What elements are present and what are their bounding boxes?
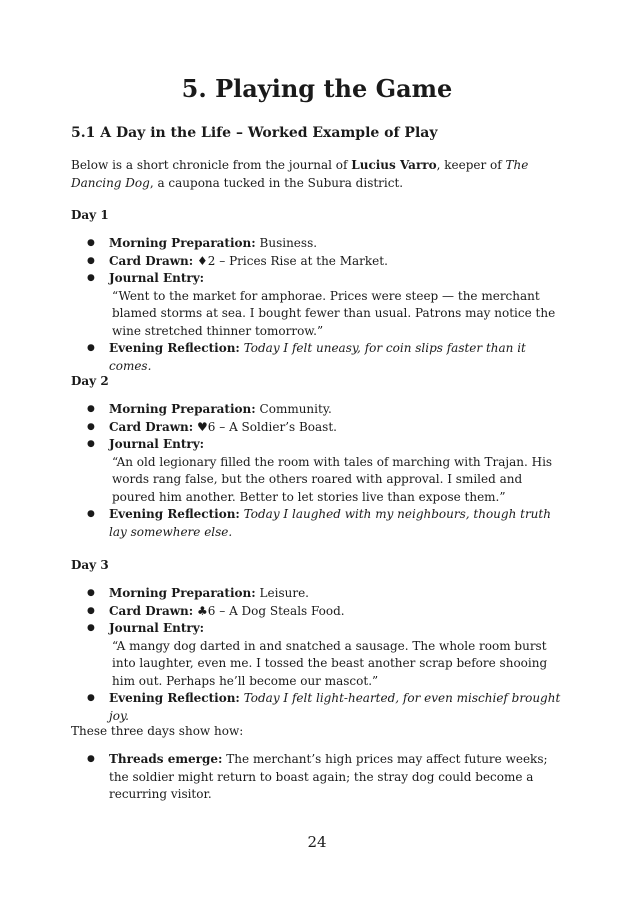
morning-label: Morning Preparation: (109, 402, 256, 416)
intro-text-mid: , keeper of (436, 158, 506, 172)
list-item (71, 603, 563, 621)
day-heading: Day 1 (71, 208, 109, 222)
list-item (71, 340, 563, 375)
day-3-list (71, 585, 563, 725)
evening-value: Today I felt light-hearted, for even mischief brought joy. (109, 691, 561, 723)
list-item (71, 270, 563, 340)
card-value: ♥6 – A Soldier’s Boast. (197, 419, 337, 434)
list-item (71, 751, 563, 804)
morning-label: Morning Preparation: (109, 586, 256, 600)
journal-entry: “A mangy dog darted in and snatched a sausage. The whole room burst into laughter, even me. I tossed the beast another scrap before shooing him out. Perhaps he’ll become our mascot.” (112, 638, 548, 688)
morning-value: Business. (259, 236, 318, 250)
list-item (71, 401, 563, 419)
card-label: Card Drawn: (109, 253, 194, 268)
list-item (71, 620, 563, 690)
journal-entry: “Went to the market for amphorae. Prices were steep — the merchant blamed storms at sea. I bought fewer than usual. Patrons may notice the wine stretched thinner tomorrow.” (112, 288, 556, 338)
card-label: Card Drawn: (109, 603, 194, 618)
page-number: 24 (307, 833, 327, 851)
card-value: ♣6 – A Dog Steals Food. (197, 603, 345, 618)
morning-value: Community. (259, 402, 332, 416)
evening-value: Today I felt uneasy, for coin slips faster than it comes. (109, 341, 526, 373)
list-item (71, 253, 563, 271)
card-label: Card Drawn: (109, 419, 194, 434)
journal-entry: “An old legionary filled the room with tales of marching with Trajan. His words rang false, but the others roared with approval. I smiled and poured him another. Better to let stories live than expose them.” (112, 454, 553, 504)
list-item (71, 506, 563, 541)
threads-list (71, 751, 563, 804)
day-2-list (71, 401, 563, 541)
chapter-title: 5. Playing the Game (181, 74, 453, 103)
evening-label: Evening Reflection: (109, 341, 240, 355)
list-item (71, 585, 563, 603)
list-item (71, 436, 563, 506)
day-heading: Day 3 (71, 558, 109, 572)
intro-paragraph (71, 156, 563, 192)
list-item (71, 235, 563, 253)
section-heading: 5.1 A Day in the Life – Worked Example of Play (71, 125, 438, 141)
summary-text: These three days show how: (71, 724, 244, 738)
intro-text-start: Below is a short chronicle from the journal of (71, 158, 352, 172)
journal-label: Journal Entry: (109, 437, 205, 451)
morning-label: Morning Preparation: (109, 236, 256, 250)
journal-label: Journal Entry: (109, 621, 205, 635)
keeper-name: Lucius Varro (351, 158, 437, 172)
threads-text: The merchant’s high prices may affect future weeks; the soldier might return to boast again; the stray dog could become a recurring visitor. (109, 752, 548, 801)
evening-label: Evening Reflection: (109, 507, 240, 521)
day-1-list (71, 235, 563, 375)
threads-label: Threads emerge: (109, 752, 223, 766)
tavern-name: The Dancing Dog (71, 158, 529, 190)
list-item (71, 690, 563, 725)
evening-value: Today I laughed with my neighbours, though truth lay somewhere else. (109, 507, 551, 539)
journal-label: Journal Entry: (109, 271, 205, 285)
intro-text-end: , a caupona tucked in the Subura district. (149, 176, 404, 190)
card-value: ♦2 – Prices Rise at the Market. (197, 253, 388, 268)
morning-value: Leisure. (259, 586, 309, 600)
day-heading: Day 2 (71, 374, 109, 388)
list-item (71, 419, 563, 437)
evening-label: Evening Reflection: (109, 691, 240, 705)
